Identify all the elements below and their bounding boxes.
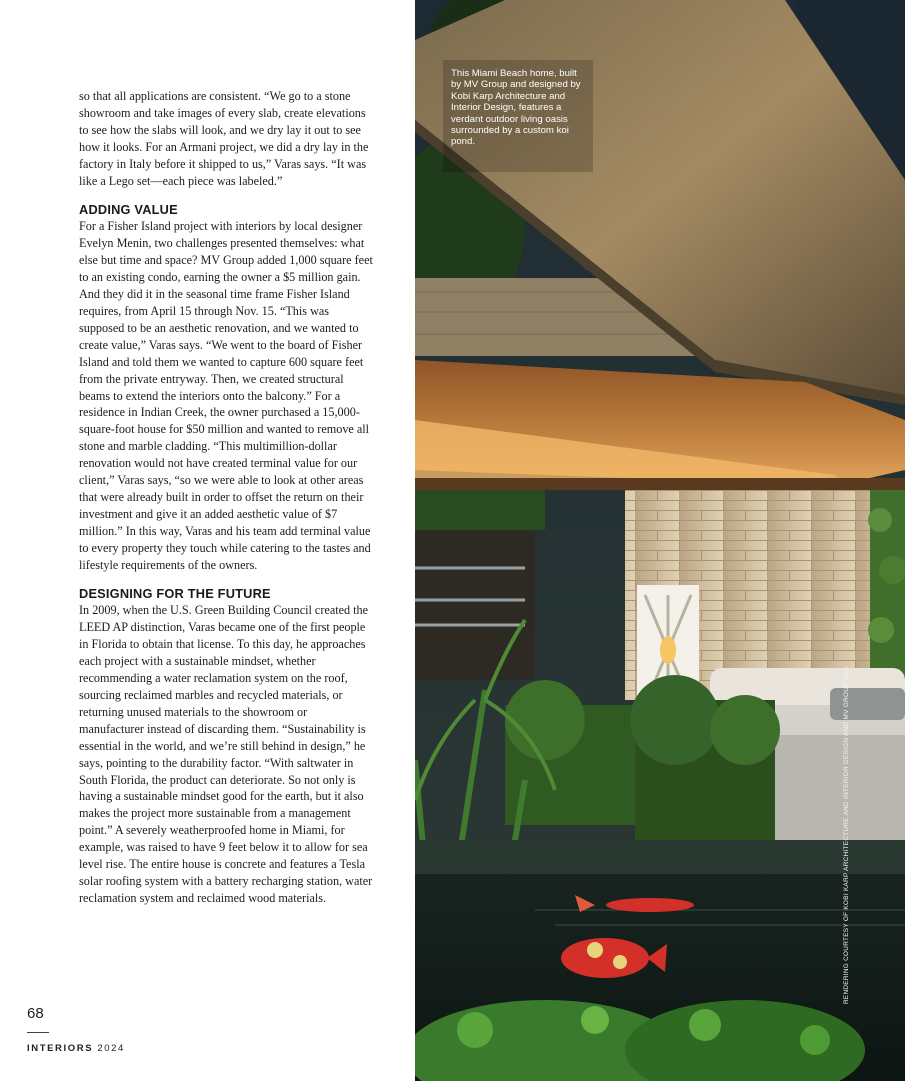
folio	[27, 1043, 125, 1054]
photo-caption: This Miami Beach home, built by MV Group and designed by Kobi Karp Architecture and Interior Design, features a verdant outdoor living oasis surrounded by a custom koi pond.	[451, 68, 581, 148]
article-body	[79, 88, 375, 907]
publication-name: INTERIORS	[27, 1043, 94, 1054]
article-paragraph: so that all applications are consistent. “We go to a stone showroom and take images of every slab, create elevations to see how the slabs will look, and we dry lay it out to see how it looks. For an Armani project, we did a dry lay in the factory in Italy before it shipped to us,” Varas says. “It was like a Lego set—each piece was labeled.”	[79, 89, 369, 188]
article-paragraph: For a Fisher Island project with interiors by local designer Evelyn Menin, two challenges presented themselves: what else but time and space? MV Group added 1,000 square feet to an existing condo, earning the owner a $5 million gain. And they did it in the seasonal time frame Fisher Island requires, from April 15 through Nov. 15. “This was supposed to be an aesthetic renovation, and we wanted to create value,” Varas says. “We went to the board of Fisher Island and told them we wanted to capture 600 square feet from the private entryway. Then, we created structural beams to extend the interiors onto the balcony.” For a residence in Indian Creek, the owner purchased a 15,000-square-foot house for $50 million and wanted to remove all stone and marble cladding. “This multimillion-dollar renovation would not have created terminal value for our client,” Varas says, “so we were able to look at other areas that were already built in order to offset the return on their investment and give it an added aesthetic value of $7 million.” In this way, Varas and his team add terminal value to every property they touch while catering to the tastes and lifestyle requirements of the owners.	[79, 219, 373, 572]
section-heading-adding-value: ADDING VALUE	[79, 202, 178, 218]
section-heading-designing-future: DESIGNING FOR THE FUTURE	[79, 586, 271, 602]
footer-divider	[27, 1032, 49, 1033]
outdoor-living-rendering	[415, 0, 905, 1081]
publication-year: 2024	[97, 1043, 125, 1054]
photo-credit: RENDERING COURTESY OF KOBI KARP ARCHITECTURE AND INTERIOR DESIGN AND MV GROUP USA	[843, 666, 850, 1004]
article-paragraph: In 2009, when the U.S. Green Building Council created the LEED AP distinction, Varas became one of the first people in Florida to obtain that license. To this day, he approaches each project with a sustainable mindset, whether recommending a water reclamation system on the roof, sourcing reclaimed marbles and recycled materials, or returning unused materials to the showroom or manufacturer instead of discarding them. “Sustainability is essential in the world, and we’re still behind in design,” he says, pointing to the durability factor. “With saltwater in South Florida, the product can deteriorate. So not only is having a sustainable mindset good for the earth, but it also makes the project more sustainable from a management point.” A severely weatherproofed home in Miami, for example, was raised to have 9 feet below it to allow for sea level rise. The entire house is concrete and features a Tesla solar roofing system with a battery recharging station, water reclamation system and reclaimed wood materials.	[79, 603, 373, 905]
page-number: 68	[27, 1005, 44, 1022]
feature-photo	[415, 0, 905, 1081]
